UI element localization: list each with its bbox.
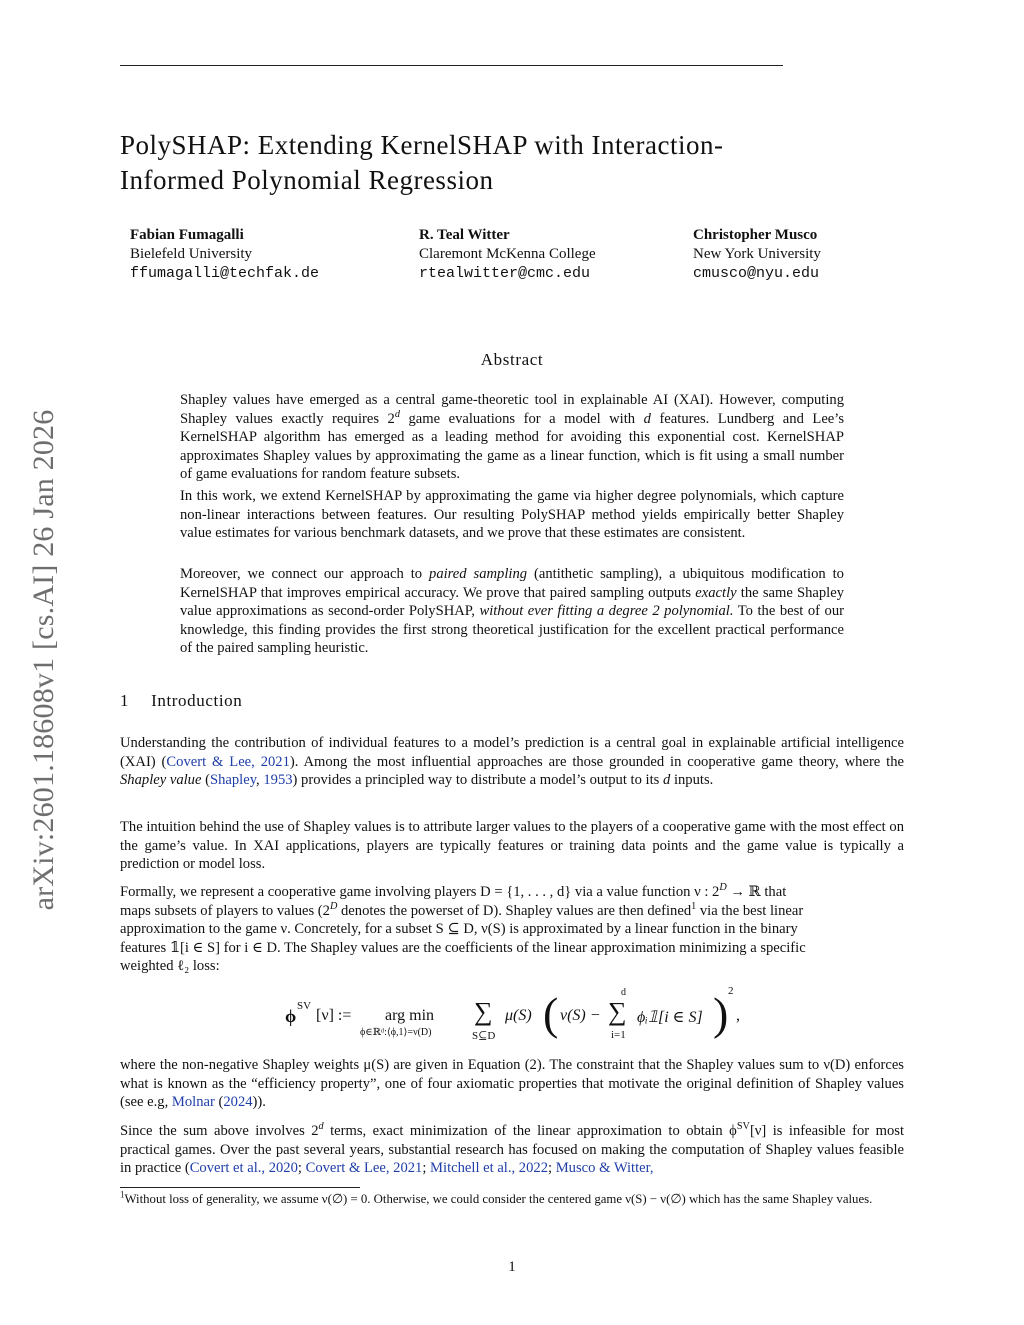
abstract-paragraph-2: In this work, we extend KernelSHAP by approximating the game via higher degree polynomials, which capture non-linear interactions between features. Our resulting PolySHAP method yields empirically better Shapley value estimates for various benchmark datasets, and we prove that these estimates are consistent. (180, 488, 844, 542)
equation-comma: , (736, 1007, 740, 1024)
abstract-paragraph-1: Shapley values have emerged as a central game-theoretic tool in explainable AI (XAI). However, computing Shapley values exactly requires 2$^d$ game evaluations for a model with d features. Lundberg and Lee’s KernelSHAP algorithm has emerged as a leading method for avoiding this exponential cost. KernelSHAP approximates Shapley values by approximating the game as a linear function, which is fit using a small number of game evaluations for random feature subsets. (180, 392, 845, 483)
section-title: Introduction (151, 691, 243, 710)
citation-link[interactable]: Covert et al., 2020 (189, 1160, 298, 1177)
citation-link[interactable]: Covert & Lee, 2021 (305, 1160, 423, 1177)
author-affiliation: New York University (693, 246, 821, 262)
footnote-marker[interactable]: 1 (691, 900, 697, 912)
title-line-1: PolySHAP: Extending KernelSHAP with Interaction- (120, 130, 724, 160)
author-email[interactable]: cmusco@nyu.edu (693, 265, 820, 282)
equation-sv-superscript: SV (297, 1000, 312, 1012)
author-name: Christopher Musco (693, 227, 818, 243)
author-1 (130, 226, 319, 283)
text-line: Formally, we represent a cooperative game involving players D = {1, . . . , d} via a value function ν : $2^D$ → ℝ that (120, 882, 787, 900)
equation-inner-sum-top: d (621, 987, 626, 998)
footnote-rule (120, 1187, 360, 1188)
citation-link[interactable]: Musco & Witter, (555, 1160, 654, 1177)
citation-link[interactable]: Molnar (171, 1094, 215, 1111)
section-heading (120, 691, 242, 711)
intro-paragraph-1: Understanding the contribution of individual features to a model’s prediction is a central goal in explainable artificial intelligence (XAI) (Covert & Lee, 2021). Among the most influential approaches are those grounded in cooperative game theory, where the Shapley value (Shapley, 1953) provides a principled way to distribute a model’s output to its d inputs. (120, 735, 905, 789)
equation-sum-subscript: S⊆D (472, 1030, 496, 1042)
citation-link[interactable]: Shapley (209, 772, 257, 789)
text-line: features 𝟙[i ∈ S] for i ∈ D. The Shapley values are the coefficients of the linear approximation minimizing a specific (120, 939, 806, 956)
footnote (120, 1191, 904, 1208)
intro-paragraph-2: The intuition behind the use of Shapley values is to attribute larger values to the players of a cooperative game with the most effect on the game’s value. In XAI applications, players are typically features or training data points and the game value is typically a prediction or model loss. (120, 819, 904, 873)
equation-lhs-argument: [ν] := (316, 1007, 352, 1024)
equation-phi: ϕ (285, 1006, 297, 1026)
footnote-mark: 1 (120, 1189, 125, 1200)
author-2 (419, 226, 596, 283)
text-line: maps subsets of players to values ($2^D$ denotes the powerset of D). Shapley values are then defined$^1$ via the best linear (120, 900, 804, 919)
intro-paragraph-3 (120, 883, 904, 976)
author-email[interactable]: ffumagalli@techfak.de (130, 265, 320, 282)
shapley-equation (285, 985, 755, 1055)
top-rule (120, 65, 783, 66)
author-name: Fabian Fumagalli (130, 227, 244, 243)
equation-weight: μ(S) (505, 1007, 532, 1024)
equation-inner-sum-symbol: ∑ (608, 997, 627, 1026)
title-line-2: Informed Polynomial Regression (120, 165, 494, 195)
equation-inner-right: ϕᵢ𝟙[i ∈ S] (637, 1009, 703, 1026)
footnote-text: Without loss of generality, we assume ν(∅) = 0. Otherwise, we could consider the centered game ν(S) − ν(∅) which has the same Shapley values. (124, 1192, 873, 1206)
text-line: approximation to the game ν. Concretely, for a subset S ⊆ D, ν(S) is approximated by a linear function in the binary (120, 921, 798, 938)
citation-link[interactable]: 1953 (263, 772, 293, 789)
section-number: 1 (120, 691, 130, 710)
author-email[interactable]: rtealwitter@cmc.edu (419, 265, 591, 282)
abstract-heading: Abstract (480, 350, 544, 369)
citation-link[interactable]: 2024 (223, 1094, 253, 1111)
equation-inner-left: ν(S) − (560, 1007, 601, 1024)
citation-link[interactable]: Covert & Lee, 2021 (166, 753, 290, 770)
equation-argmin: arg min (385, 1007, 435, 1024)
text-line: weighted ℓ₂ loss: (120, 958, 220, 975)
abstract-paragraph-3: Moreover, we connect our approach to paired sampling (antithetic sampling), a ubiquitous modification to KernelSHAP that improves empirical accuracy. We prove that paired sampling outputs exactly the same Shapley value approximations as second-order PolySHAP, without ever fitting a degree 2 polynomial. To the best of our knowledge, this finding provides the first strong theoretical justification for the excellent practical performance of the paired sampling heuristic. (180, 566, 845, 657)
equation-close-paren: ) (713, 988, 729, 1039)
equation-inner-sum-bottom: i=1 (611, 1029, 626, 1041)
author-affiliation: Bielefeld University (130, 246, 253, 262)
intro-paragraph-5: Since the sum above involves 2$^d$ terms, exact minimization of the linear approximation to obtain $\phi^{SV}[\nu]$ is infeasible for most practical games. Over the past several years, substantial research has focused on making the computation of Shapley values feasible in practice (Covert et al., 2020; Covert & Lee, 2021; Mitchell et al., 2022; Musco & Witter, (120, 1121, 904, 1177)
paper-title (120, 128, 920, 198)
equation-argmin-constraint: ϕ∈ℝᵈ:⟨ϕ,1⟩=ν(D) (360, 1027, 432, 1038)
page-number: 1 (508, 1259, 516, 1275)
intro-paragraph-4: where the non-negative Shapley weights μ(S) are given in Equation (2). The constraint that the Shapley values sum to ν(D) enforces what is known as the “efficiency property”, one of four axiomatic properties that motivate the original definition of Shapley values (see e.g, Molnar (2024)). (120, 1057, 904, 1111)
author-name: R. Teal Witter (419, 227, 510, 243)
arxiv-stamp: arXiv:2601.18608v1 [cs.AI] 26 Jan 2026 (27, 409, 60, 911)
author-affiliation: Claremont McKenna College (419, 246, 596, 262)
equation-open-paren: ( (543, 988, 559, 1039)
citation-link[interactable]: Mitchell et al., 2022 (430, 1160, 548, 1177)
equation-sum-symbol: ∑ (474, 997, 493, 1026)
equation-power: 2 (728, 985, 734, 997)
author-3 (693, 226, 821, 283)
